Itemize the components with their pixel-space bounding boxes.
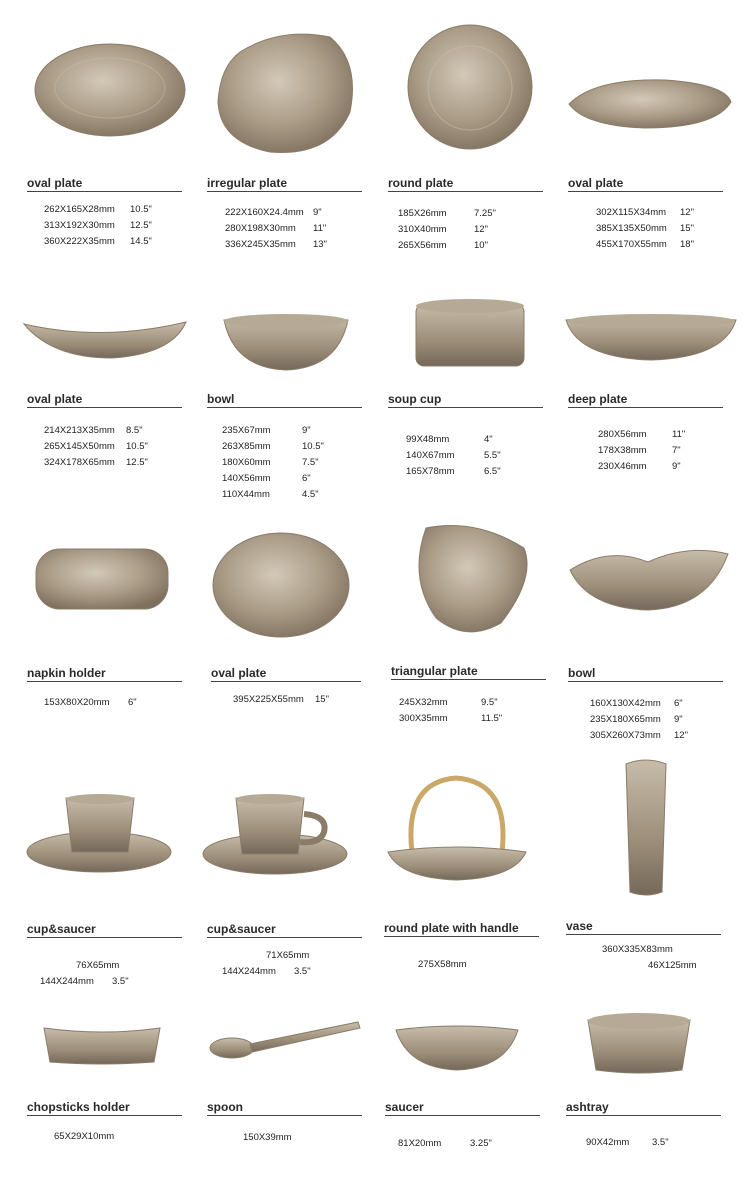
size-dimensions: 360X335X83mm <box>602 944 673 955</box>
size-dimensions: 313X192X30mm <box>44 220 115 231</box>
size-inches: 9" <box>674 714 683 725</box>
size-dimensions: 214X213X35mm <box>44 425 115 436</box>
title-underline <box>385 1115 540 1116</box>
size-inches: 7.5" <box>302 457 319 468</box>
title-underline <box>207 937 362 938</box>
title-underline <box>566 934 721 935</box>
spoon-image <box>206 1018 362 1064</box>
product-title-napkin-holder: napkin holder <box>27 666 106 680</box>
size-dimensions: 265X145X50mm <box>44 441 115 452</box>
long-oval-plate-image <box>565 72 735 134</box>
product-title-vase: vase <box>566 919 593 933</box>
title-underline <box>207 407 362 408</box>
size-inches: 6" <box>302 473 311 484</box>
size-dimensions: 65X29X10mm <box>54 1131 115 1142</box>
size-inches: 5.5" <box>484 450 501 461</box>
size-dimensions: 263X85mm <box>222 441 271 452</box>
size-dimensions: 395X225X55mm <box>233 694 304 705</box>
oval-plate-image <box>32 40 188 140</box>
size-dimensions: 300X35mm <box>399 713 448 724</box>
irregular-plate-image <box>210 22 360 162</box>
size-dimensions: 110X44mm <box>222 489 270 500</box>
product-title-triangular-plate: triangular plate <box>391 664 478 678</box>
size-dimensions: 222X160X24.4mm <box>225 207 304 218</box>
product-title-soup-cup: soup cup <box>388 392 442 406</box>
title-underline <box>568 681 723 682</box>
size-inches: 12.5" <box>130 220 152 231</box>
size-dimensions: 144X244mm <box>222 966 276 977</box>
soup-cup-image <box>412 296 528 370</box>
product-title-deep-plate: deep plate <box>568 392 628 406</box>
title-underline <box>207 191 362 192</box>
size-inches: 7.25" <box>474 208 496 219</box>
size-dimensions: 76X65mm <box>76 960 120 971</box>
size-inches: 10" <box>474 240 488 251</box>
title-underline <box>211 681 361 682</box>
title-underline <box>27 1115 182 1116</box>
size-dimensions: 235X67mm <box>222 425 271 436</box>
deep-plate-image <box>564 310 738 362</box>
size-inches: 3.5" <box>652 1137 669 1148</box>
product-title-cup-saucer: cup&saucer <box>27 922 96 936</box>
size-dimensions: 90X42mm <box>586 1137 630 1148</box>
product-title-oval-plate: oval plate <box>27 392 83 406</box>
size-dimensions: 280X198X30mm <box>225 223 296 234</box>
size-inches: 13" <box>313 239 327 250</box>
title-underline <box>391 679 546 680</box>
product-title-ashtray: ashtray <box>566 1100 609 1114</box>
size-dimensions: 140X67mm <box>406 450 455 461</box>
size-dimensions: 280X56mm <box>598 429 647 440</box>
size-inches: 3.25" <box>470 1138 492 1149</box>
size-inches: 15" <box>315 694 329 705</box>
size-inches: 9" <box>313 207 322 218</box>
size-dimensions: 235X180X65mm <box>590 714 661 725</box>
round-plate-with-handle-image <box>384 772 530 884</box>
product-title-spoon: spoon <box>207 1100 243 1114</box>
size-dimensions: 310X40mm <box>398 224 447 235</box>
title-underline <box>388 407 543 408</box>
size-dimensions: 178X38mm <box>598 445 647 456</box>
title-underline <box>27 681 182 682</box>
size-dimensions: 360X222X35mm <box>44 236 115 247</box>
size-dimensions: 165X78mm <box>406 466 455 477</box>
size-dimensions: 305X260X73mm <box>590 730 661 741</box>
title-underline <box>27 191 182 192</box>
title-underline <box>388 191 543 192</box>
product-title-saucer: saucer <box>385 1100 424 1114</box>
size-inches: 3.5" <box>112 976 129 987</box>
size-inches: 11" <box>313 223 327 234</box>
product-title-bowl: bowl <box>568 666 596 680</box>
size-inches: 10.5" <box>130 204 152 215</box>
title-underline <box>568 191 723 192</box>
size-dimensions: 275X58mm <box>418 959 467 970</box>
size-dimensions: 265X56mm <box>398 240 447 251</box>
size-dimensions: 140X56mm <box>222 473 271 484</box>
size-dimensions: 185X26mm <box>398 208 447 219</box>
cup-and-saucer-image <box>24 792 174 882</box>
size-inches: 10.5" <box>302 441 324 452</box>
size-dimensions: 336X245X35mm <box>225 239 296 250</box>
napkin-holder-image <box>32 545 172 613</box>
size-dimensions: 262X165X28mm <box>44 204 115 215</box>
size-inches: 6.5" <box>484 466 501 477</box>
size-inches: 11" <box>672 429 686 440</box>
size-dimensions: 455X170X55mm <box>596 239 667 250</box>
vase-image <box>620 756 672 898</box>
size-inches: 9" <box>302 425 311 436</box>
size-inches: 10.5" <box>126 441 148 452</box>
title-underline <box>384 936 539 937</box>
size-dimensions: 245X32mm <box>399 697 448 708</box>
title-underline <box>568 407 723 408</box>
size-inches: 7" <box>672 445 681 456</box>
size-dimensions: 46X125mm <box>648 960 697 971</box>
size-dimensions: 144X244mm <box>40 976 94 987</box>
ashtray-image <box>584 1010 694 1076</box>
product-title-chopsticks-holder: chopsticks holder <box>27 1100 130 1114</box>
size-dimensions: 302X115X34mm <box>596 207 667 218</box>
title-underline <box>27 407 182 408</box>
product-title-round-plate-with-handle: round plate with handle <box>384 921 519 935</box>
size-inches: 9" <box>672 461 681 472</box>
title-underline <box>27 937 182 938</box>
triangular-plate-image <box>406 518 534 638</box>
low-oval-plate-image <box>22 312 188 362</box>
size-inches: 11.5" <box>481 713 503 724</box>
size-inches: 8.5" <box>126 425 143 436</box>
size-dimensions: 180X60mm <box>222 457 271 468</box>
product-title-bowl: bowl <box>207 392 235 406</box>
size-dimensions: 150X39mm <box>243 1132 292 1143</box>
size-inches: 12" <box>674 730 688 741</box>
size-inches: 4" <box>484 434 493 445</box>
textured-oval-plate-image <box>210 530 352 640</box>
size-dimensions: 230X46mm <box>598 461 647 472</box>
product-title-oval-plate: oval plate <box>27 176 83 190</box>
size-inches: 14.5" <box>130 236 152 247</box>
size-inches: 12" <box>680 207 694 218</box>
size-dimensions: 153X80X20mm <box>44 697 110 708</box>
size-inches: 6" <box>128 697 137 708</box>
size-dimensions: 385X135X50mm <box>596 223 667 234</box>
product-title-round-plate: round plate <box>388 176 454 190</box>
size-dimensions: 71X65mm <box>266 950 310 961</box>
size-dimensions: 99X48mm <box>406 434 450 445</box>
product-title-oval-plate: oval plate <box>211 666 267 680</box>
product-title-cup-saucer: cup&saucer <box>207 922 276 936</box>
saucer-image <box>394 1022 520 1072</box>
size-inches: 18" <box>680 239 694 250</box>
size-inches: 4.5" <box>302 489 319 500</box>
size-inches: 12.5" <box>126 457 148 468</box>
cup-and-saucer-handle-image <box>200 792 350 882</box>
product-title-oval-plate: oval plate <box>568 176 624 190</box>
round-plate-image <box>402 22 538 152</box>
size-inches: 15" <box>680 223 694 234</box>
size-inches: 6" <box>674 698 683 709</box>
size-inches: 9.5" <box>481 697 498 708</box>
chopsticks-holder-image <box>42 1022 162 1068</box>
size-dimensions: 324X178X65mm <box>44 457 115 468</box>
size-dimensions: 160X130X42mm <box>590 698 661 709</box>
size-inches: 12" <box>474 224 488 235</box>
title-underline <box>566 1115 721 1116</box>
textured-bowl-image <box>568 542 730 614</box>
size-inches: 3.5" <box>294 966 311 977</box>
title-underline <box>207 1115 362 1116</box>
bowl-image <box>220 312 352 374</box>
size-dimensions: 81X20mm <box>398 1138 442 1149</box>
product-title-irregular-plate: irregular plate <box>207 176 288 190</box>
